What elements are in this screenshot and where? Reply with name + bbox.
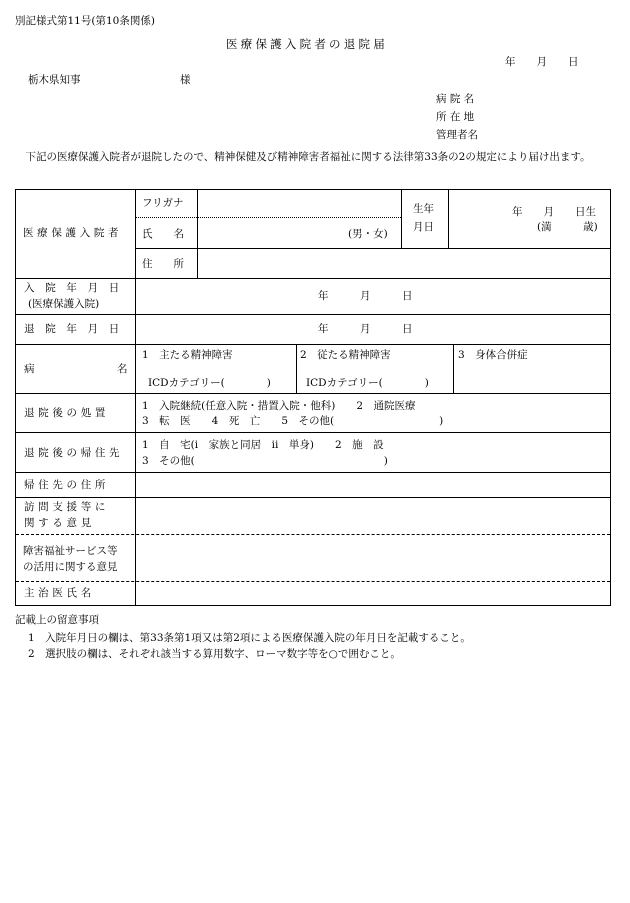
disease-secondary: 2 従たる精神障害	[300, 349, 391, 361]
row-divider	[16, 344, 610, 345]
admission-date-sublabel: (医療保護入院)	[28, 298, 100, 310]
page-title: 医療保護入院者の退院届	[226, 37, 388, 51]
addressee-honorific: 様	[180, 74, 191, 86]
destination-line-2: 3 その他( )	[142, 455, 388, 467]
row-divider-dashed	[16, 534, 610, 535]
discharge-form-table	[15, 189, 611, 606]
doctor-name-label: 主治医氏名	[24, 587, 95, 599]
admission-date-label: 入 院 年 月 日	[24, 282, 123, 294]
patient-section-label: 医療保護入院者	[23, 227, 123, 239]
birth-label-divider	[401, 190, 402, 248]
name-address-divider	[136, 248, 610, 249]
row-divider	[16, 393, 610, 394]
birth-label-1: 生年	[413, 203, 434, 215]
welfare-label-1: 障害福祉サービス等	[23, 545, 118, 557]
notes-heading: 記載上の留意事項	[15, 614, 99, 626]
disposition-line-2: 3 転 医 4 死 亡 5 その他( )	[142, 415, 444, 427]
statement-text: 下記の医療保護入院者が退院したので、精神保健及び精神障害者福祉に関する法律第33条の2の規定により届け出ます。	[25, 151, 591, 163]
birth-label-2: 月日	[413, 221, 434, 233]
welfare-label-2: の活用に関する意見	[23, 561, 118, 573]
hospital-location-label: 所 在 地	[436, 111, 475, 123]
row-divider-dashed	[16, 581, 610, 582]
notes-list	[28, 630, 471, 662]
administrator-label: 管理者名	[436, 129, 478, 141]
label-column-divider	[135, 190, 136, 605]
discharge-date-value: 年 月 日	[318, 323, 413, 335]
row-divider	[16, 278, 610, 279]
furigana-divider	[136, 217, 401, 218]
row-divider	[16, 497, 610, 498]
discharge-date-label: 退 院 年 月 日	[24, 323, 123, 335]
birth-date-line: 年 月 日生	[512, 206, 596, 218]
form-number: 別記様式第11号(第10条関係)	[15, 15, 155, 27]
destination-label: 退院後の帰住先	[24, 447, 124, 459]
row-divider	[16, 432, 610, 433]
submission-date: 年 月 日	[505, 56, 579, 68]
furigana-label: フリガナ	[142, 197, 184, 209]
row-divider	[16, 472, 610, 473]
row-divider	[16, 314, 610, 315]
hospital-name-label: 病 院 名	[436, 93, 475, 105]
patient-field-divider	[197, 190, 198, 278]
return-address-label: 帰住先の住所	[24, 479, 110, 491]
destination-line-1: 1 自 宅(i 家族と同居 ii 単身) 2 施 設	[142, 439, 384, 451]
disease-secondary-icd: ICDカテゴリー( )	[306, 377, 429, 389]
visit-support-label-1: 訪問支援等に	[24, 501, 110, 513]
disease-label-1: 病	[24, 363, 35, 375]
disposition-line-1: 1 入院継続(任意入院・措置入院・他科) 2 通院医療	[142, 400, 416, 412]
disease-main-icd: ICDカテゴリー( )	[148, 377, 271, 389]
address-label: 住 所	[142, 258, 184, 270]
visit-support-label-2: 関する意見	[24, 517, 95, 529]
disease-label-2: 名	[117, 363, 128, 375]
disease-divider	[296, 344, 297, 393]
note-item: 1 入院年月日の欄は、第33条第1項又は第2項による医療保護入院の年月日を記載すること。	[28, 632, 471, 644]
addressee: 栃木県知事	[28, 74, 81, 86]
disposition-label: 退院後の処置	[24, 407, 110, 419]
admission-date-value: 年 月 日	[318, 290, 413, 302]
name-label: 氏 名	[142, 228, 184, 240]
sex-options: (男・女)	[348, 228, 388, 240]
disease-physical: 3 身体合併症	[458, 349, 528, 361]
disease-divider	[453, 344, 454, 393]
age-line: (満 歳)	[537, 221, 598, 233]
birth-value-divider	[448, 190, 449, 248]
disease-main: 1 主たる精神障害	[142, 349, 233, 361]
note-item: 2 選択肢の欄は、それぞれ該当する算用数字、ローマ数字等を○で囲むこと。	[28, 648, 401, 660]
